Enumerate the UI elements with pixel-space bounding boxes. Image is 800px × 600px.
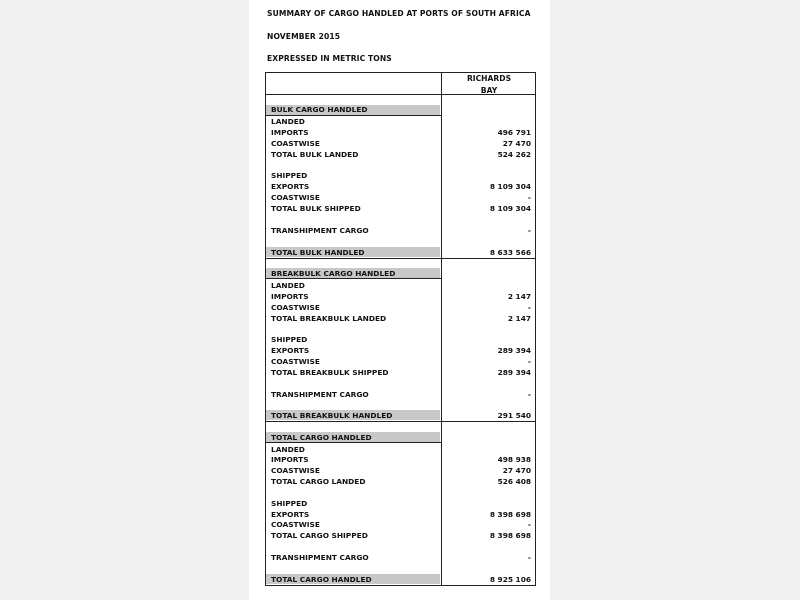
row-label: TOTAL BULK LANDED bbox=[271, 150, 359, 159]
row-bulk-total-shipped bbox=[271, 203, 531, 214]
row-breakbulk-total-shipped bbox=[271, 367, 531, 378]
report-units: EXPRESSED IN METRIC TONS bbox=[267, 54, 392, 63]
section-title-text: TOTAL CARGO HANDLED bbox=[271, 433, 372, 442]
row-label: COASTWISE bbox=[271, 193, 320, 202]
row-label: LANDED bbox=[271, 117, 305, 126]
section-title-bulk bbox=[271, 104, 531, 115]
row-value: - bbox=[527, 303, 531, 312]
row-label: COASTWISE bbox=[271, 466, 320, 475]
row-label: TOTAL CARGO HANDLED bbox=[271, 575, 372, 584]
section-title-total bbox=[271, 432, 531, 443]
section-rule bbox=[265, 421, 536, 422]
row-value: - bbox=[527, 226, 531, 235]
row-value: 2 147 bbox=[507, 292, 531, 301]
column-header-line-2: BAY bbox=[480, 85, 498, 95]
row-label: TRANSHIPMENT CARGO bbox=[271, 390, 369, 399]
row-bulk-transhipment bbox=[271, 225, 531, 236]
row-value: 496 791 bbox=[497, 128, 531, 137]
report-period: NOVEMBER 2015 bbox=[267, 32, 341, 41]
row-label: TOTAL CARGO SHIPPED bbox=[271, 531, 368, 540]
row-breakbulk-coastwise-shipped bbox=[271, 356, 531, 367]
row-value: - bbox=[527, 193, 531, 202]
report-title: SUMMARY OF CARGO HANDLED AT PORTS OF SOUTH AFRICA bbox=[267, 9, 531, 18]
section-title-text: BREAKBULK CARGO HANDLED bbox=[271, 269, 396, 278]
row-label: TRANSHIPMENT CARGO bbox=[271, 553, 369, 562]
row-bulk-exports bbox=[271, 181, 531, 192]
row-label: TOTAL CARGO LANDED bbox=[271, 477, 366, 486]
row-value: 2 147 bbox=[507, 314, 531, 323]
row-label: COASTWISE bbox=[271, 357, 320, 366]
row-value: 27 470 bbox=[502, 466, 531, 475]
row-label: SHIPPED bbox=[271, 499, 308, 508]
row-value: 291 540 bbox=[497, 411, 531, 420]
row-value: 526 408 bbox=[497, 477, 531, 486]
row-landed-label bbox=[271, 280, 531, 291]
row-label: TOTAL BULK SHIPPED bbox=[271, 204, 361, 213]
row-label: TOTAL BULK HANDLED bbox=[271, 248, 365, 257]
column-header-line-1: RICHARDS bbox=[466, 74, 512, 83]
row-label: COASTWISE bbox=[271, 303, 320, 312]
row-shipped-label bbox=[271, 170, 531, 181]
row-bulk-total-landed bbox=[271, 149, 531, 160]
row-total-coastwise-landed bbox=[271, 465, 531, 476]
row-label: COASTWISE bbox=[271, 139, 320, 148]
row-label: TRANSHIPMENT CARGO bbox=[271, 226, 369, 235]
row-breakbulk-imports bbox=[271, 291, 531, 302]
section-rule bbox=[265, 258, 536, 259]
row-total-total-shipped bbox=[271, 530, 531, 541]
row-label: COASTWISE bbox=[271, 520, 320, 529]
row-value: - bbox=[527, 520, 531, 529]
row-value: 289 394 bbox=[497, 368, 531, 377]
row-bulk-imports bbox=[271, 127, 531, 138]
row-label: SHIPPED bbox=[271, 335, 308, 344]
row-label: EXPORTS bbox=[271, 182, 310, 191]
row-shipped-label bbox=[271, 498, 531, 509]
row-value: 8 398 698 bbox=[489, 531, 531, 540]
row-label: TOTAL BREAKBULK HANDLED bbox=[271, 411, 393, 420]
row-label: TOTAL BREAKBULK SHIPPED bbox=[271, 368, 389, 377]
row-breakbulk-total-landed bbox=[271, 313, 531, 324]
row-value: 8 109 304 bbox=[489, 204, 531, 213]
row-breakbulk-total-handled bbox=[271, 410, 531, 421]
row-breakbulk-exports bbox=[271, 345, 531, 356]
row-label: SHIPPED bbox=[271, 171, 308, 180]
row-breakbulk-transhipment bbox=[271, 389, 531, 400]
row-label: EXPORTS bbox=[271, 346, 310, 355]
row-landed-label bbox=[271, 116, 531, 127]
row-total-total-landed bbox=[271, 476, 531, 487]
row-value: 8 398 698 bbox=[489, 510, 531, 519]
row-label: IMPORTS bbox=[271, 128, 309, 137]
row-value: 8 633 566 bbox=[489, 248, 531, 257]
row-value: - bbox=[527, 390, 531, 399]
row-value: 8 109 304 bbox=[489, 182, 531, 191]
row-value: 289 394 bbox=[497, 346, 531, 355]
row-label: LANDED bbox=[271, 445, 305, 454]
row-value: - bbox=[527, 357, 531, 366]
row-label: TOTAL BREAKBULK LANDED bbox=[271, 314, 387, 323]
row-total-imports bbox=[271, 454, 531, 465]
row-value: 498 938 bbox=[497, 455, 531, 464]
row-bulk-total-handled bbox=[271, 247, 531, 258]
row-bulk-coastwise-landed bbox=[271, 138, 531, 149]
section-title-text: BULK CARGO HANDLED bbox=[271, 105, 368, 114]
row-value: 8 925 106 bbox=[489, 575, 531, 584]
row-label: IMPORTS bbox=[271, 292, 309, 301]
row-label: LANDED bbox=[271, 281, 305, 290]
row-total-coastwise-shipped bbox=[271, 519, 531, 530]
row-label: IMPORTS bbox=[271, 455, 309, 464]
row-total-transhipment bbox=[271, 552, 531, 563]
row-grand-total-handled bbox=[271, 574, 531, 585]
row-value: 27 470 bbox=[502, 139, 531, 148]
column-header-richards-bay bbox=[442, 73, 536, 96]
row-breakbulk-coastwise-landed bbox=[271, 302, 531, 313]
row-label: EXPORTS bbox=[271, 510, 310, 519]
row-value: 524 262 bbox=[497, 150, 531, 159]
section-title-breakbulk bbox=[271, 268, 531, 279]
row-bulk-coastwise-shipped bbox=[271, 192, 531, 203]
row-value: - bbox=[527, 553, 531, 562]
row-shipped-label bbox=[271, 334, 531, 345]
